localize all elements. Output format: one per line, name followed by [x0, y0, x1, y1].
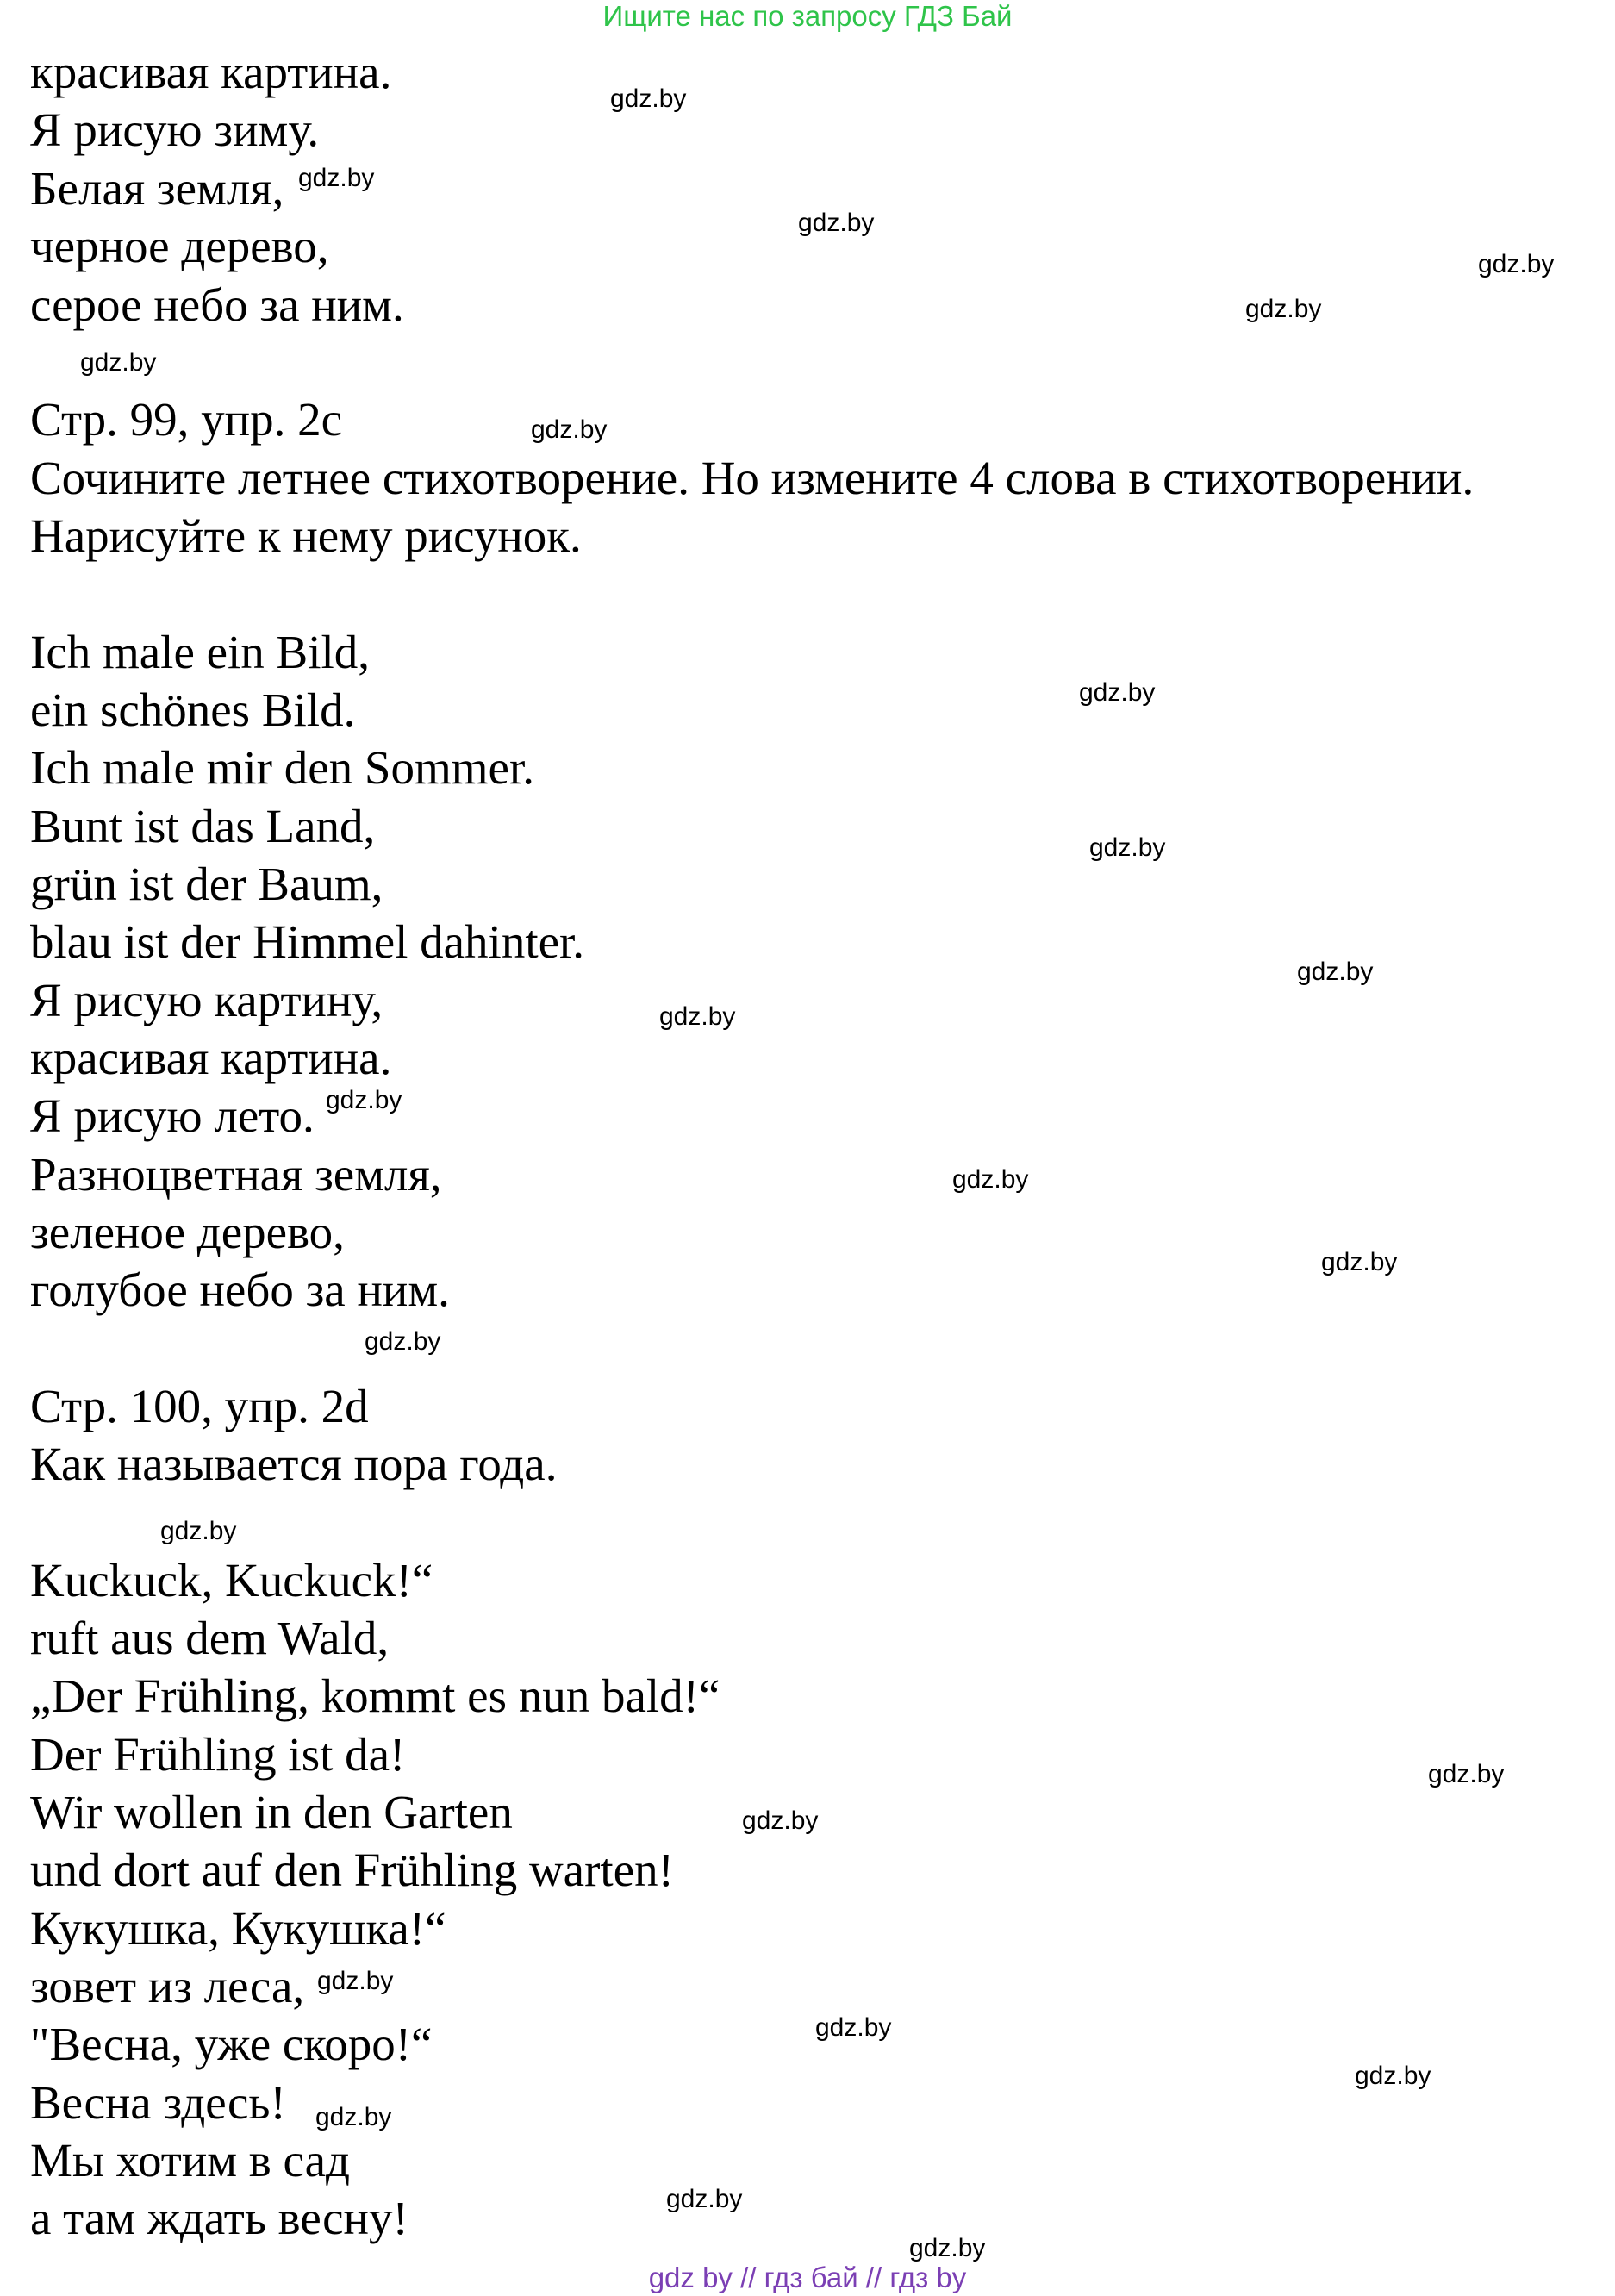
poem-line: Я рисую лето.: [30, 1089, 315, 1142]
watermark: gdz.by: [1321, 1248, 1398, 1276]
watermark: gdz.by: [1089, 833, 1166, 862]
poem-line: Я рисую картину,: [30, 974, 383, 1026]
poem-line: "Весна, уже скоро!“: [30, 2018, 433, 2070]
watermark: gdz.by: [317, 1967, 394, 1995]
poem-line: Bunt ist das Land,: [30, 800, 376, 852]
watermark: gdz.by: [909, 2234, 986, 2262]
poem-line: und dort auf den Frühling warten!: [30, 1844, 674, 1896]
poem-line: зовет из леса,: [30, 1960, 305, 2012]
watermark: gdz.by: [742, 1806, 819, 1835]
watermark: gdz.by: [1297, 958, 1374, 986]
poem-line: черное дерево,: [30, 220, 329, 272]
watermark: gdz.by: [531, 415, 608, 444]
poem-line: blau ist der Himmel dahinter.: [30, 915, 585, 968]
poem-line: grün ist der Baum,: [30, 858, 383, 910]
footer-links: gdz by // гдз бай // гдз by: [648, 2262, 967, 2293]
watermark: gdz.by: [315, 2103, 392, 2131]
poem-line: Разноцветная земля,: [30, 1148, 442, 1201]
poem-line: Kuckuck, Kuckuck!“: [30, 1554, 433, 1607]
poem-line: Ich male mir den Sommer.: [30, 741, 534, 794]
poem-line: Весна здесь!: [30, 2076, 286, 2129]
watermark: gdz.by: [1428, 1760, 1505, 1788]
poem-line: Мы хотим в сад: [30, 2134, 351, 2187]
watermark: gdz.by: [815, 2013, 892, 2042]
watermark: gdz.by: [298, 164, 375, 192]
watermark: gdz.by: [666, 2185, 743, 2213]
poem-line: зеленое дерево,: [30, 1206, 345, 1258]
poem-line: Ich male ein Bild,: [30, 626, 371, 678]
watermark: gdz.by: [365, 1327, 441, 1356]
poem-line: „Der Frühling, kommt es nun bald!“: [30, 1669, 720, 1722]
poem-line: Кукушка, Кукушка!“: [30, 1902, 446, 1955]
watermark: gdz.by: [80, 348, 157, 377]
poem-line: ruft aus dem Wald,: [30, 1612, 390, 1664]
poem-line: Белая земля,: [30, 162, 284, 215]
watermark: gdz.by: [1355, 2062, 1431, 2090]
watermark: gdz.by: [659, 1002, 736, 1031]
watermark: gdz.by: [610, 84, 687, 113]
exercise-task: Как называется пора года.: [30, 1438, 558, 1490]
watermark: gdz.by: [160, 1517, 237, 1545]
poem-line: Я рисую зиму.: [30, 103, 320, 156]
poem-line: Wir wollen in den Garten: [30, 1786, 513, 1838]
top-banner: Ищите нас по запросу ГДЗ Бай: [602, 0, 1013, 32]
watermark: gdz.by: [326, 1086, 402, 1114]
poem-line: красивая картина.: [30, 1032, 392, 1084]
watermark: gdz.by: [1079, 678, 1156, 707]
watermark: gdz.by: [952, 1165, 1029, 1194]
exercise-task: Сочините летнее стихотворение. Но измените 4 слова в стихотворении.: [30, 452, 1475, 504]
poem-line: голубое небо за ним.: [30, 1263, 450, 1316]
poem-line: а там ждать весну!: [30, 2192, 408, 2244]
exercise-task: Нарисуйте к нему рисунок.: [30, 509, 582, 562]
exercise-heading: Стр. 100, упр. 2d: [30, 1380, 369, 1432]
poem-line: красивая картина.: [30, 46, 392, 98]
poem-line: серое небо за ним.: [30, 278, 404, 331]
exercise-heading: Стр. 99, упр. 2c: [30, 393, 343, 446]
poem-line: Der Frühling ist da!: [30, 1728, 406, 1781]
watermark: gdz.by: [798, 209, 875, 237]
watermark: gdz.by: [1478, 250, 1555, 278]
poem-line: ein schönes Bild.: [30, 683, 356, 736]
watermark: gdz.by: [1245, 295, 1322, 323]
